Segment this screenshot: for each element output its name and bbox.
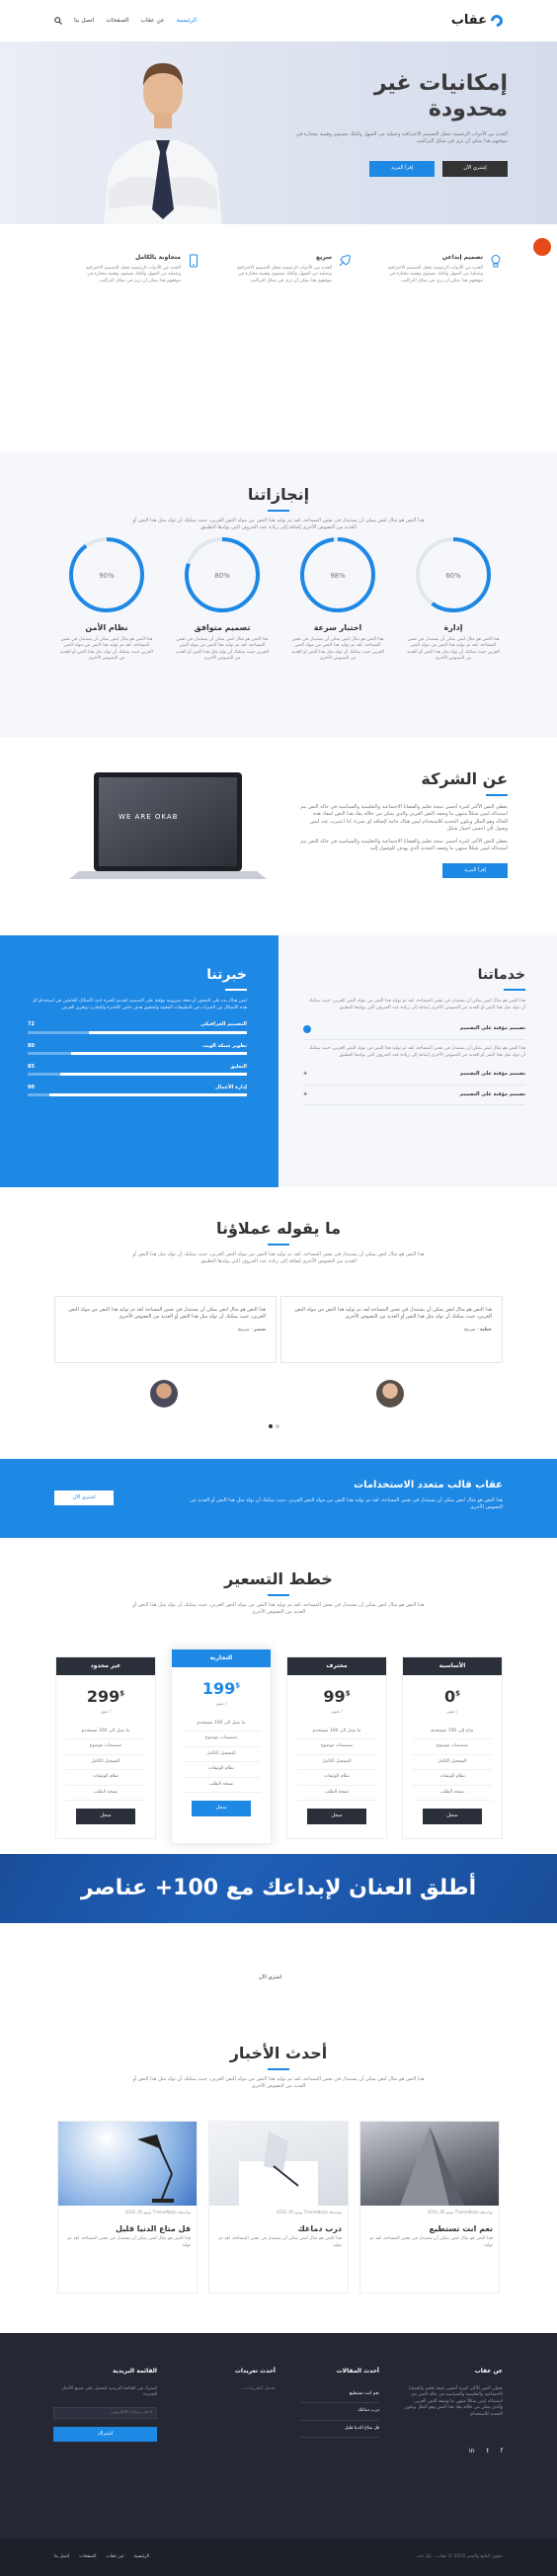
- testimonial-role: - مبرمج: [237, 1327, 253, 1332]
- footer-articles: [300, 2368, 379, 2438]
- testimonials-title: ما يقوله عملاؤنا: [215, 1219, 342, 1238]
- plan-signup-button[interactable]: سجل: [192, 1801, 251, 1815]
- news-card-text: هذا النص هو مثال لنص يمكن أن يستبدل في نفس المساحة، لقد تم توليد: [218, 2236, 342, 2248]
- pricing-card: [171, 1649, 272, 1844]
- plan-feature: نسخة الطلب: [182, 1778, 261, 1794]
- news-head: [0, 2042, 557, 2091]
- plan-price: 99: [323, 1687, 346, 1706]
- pricing-card: [55, 1656, 156, 1839]
- news-image: [360, 2122, 499, 2206]
- about-content: [300, 767, 508, 878]
- footer-about-title: عن عقاب: [474, 2368, 503, 2375]
- pricing-head: [0, 1568, 557, 1617]
- nav-pages[interactable]: الصفحات: [106, 16, 129, 24]
- footer-nav-about[interactable]: عن عقاب: [106, 2554, 124, 2559]
- plan-feature: تصميمات موضوع: [66, 1739, 145, 1755]
- achievement-item: [57, 535, 156, 663]
- news-card[interactable]: [57, 2121, 198, 2294]
- accordion-item[interactable]: [303, 1065, 525, 1085]
- plan-feature: ما يصل الى 100 مستخدم: [182, 1717, 261, 1732]
- about-section: [0, 738, 557, 935]
- footer-nav-contact[interactable]: اتصل بنا: [54, 2554, 70, 2559]
- footer-tweets-title: أحدث تغريدات: [234, 2368, 276, 2375]
- footer-newsletter: [53, 2368, 157, 2442]
- services-text: هذا النص هو مثال لنص يمكن أن يستبدل في نفس المساحة، لقد تم توليد هذا النص من مولد النص العربي، حيث يمكنك أن تولد مثل هذا النص أو العديد من النصوص الأخرى إضافة إلى زيادة عدد الحروف التي يولدها التطبيق: [308, 999, 525, 1010]
- promo-banner: [0, 1854, 557, 1923]
- nav-contact[interactable]: اتصل بنا: [74, 16, 95, 24]
- site-header: [0, 0, 557, 41]
- accordion-item-open[interactable]: [303, 1019, 525, 1040]
- achievement-title: اختبار سرعة: [313, 623, 362, 632]
- testimonials-head: [0, 1217, 557, 1266]
- testimonials-text: هذا النص هو مثال لنص يمكن أن يستبدل في نفس المساحة، لقد تم توليد هذا النص من مولد النص العربي، حيث يمكنك أن تولد مثل هذا النص أو العديد من النصوص الأخرى إضافة إلى زيادة عدد الحروف التي يولدها التطبيق: [132, 1251, 425, 1265]
- footer-nav-pages[interactable]: الصفحات: [79, 2554, 97, 2559]
- footer-bottom-bar: [0, 2538, 557, 2576]
- achievements-text: هذا النص هو مثال لنص يمكن أن يستبدل في نفس المساحة، لقد تم توليد هذا النص من مولد النص العربي، حيث يمكنك أن تولد مثل هذا النص أو العديد من النصوص الأخرى إضافة إلى زيادة عدد الحروف التي يولدها التطبيق: [132, 518, 425, 531]
- feature-title: متجاوبة بالكامل: [134, 254, 181, 261]
- news-card[interactable]: [208, 2121, 349, 2294]
- progress-value: 80%: [214, 572, 230, 580]
- skill-label: التصميم الجرافيكي: [200, 1021, 247, 1028]
- services-panel: [278, 935, 557, 1187]
- skill-label: التعليق: [229, 1063, 247, 1070]
- news-meta: بواسطة ThemeNinja يونيو 05, 2016: [276, 2210, 342, 2214]
- plus-icon[interactable]: +: [303, 1090, 308, 1097]
- plan-name: التجارية: [172, 1650, 271, 1667]
- progress-value: 90%: [99, 572, 115, 580]
- cta-section: [0, 1459, 557, 1538]
- cta-buy-button[interactable]: اشتري الآن: [54, 1490, 114, 1505]
- plan-period: / شهر: [100, 1710, 112, 1716]
- nav-home[interactable]: الرئيسية: [176, 16, 198, 24]
- testimonial-name: عطية: [479, 1327, 492, 1332]
- plan-signup-button[interactable]: سجل: [307, 1809, 366, 1823]
- testimonial-card: [280, 1296, 503, 1363]
- plan-feature: نسخة الطلب: [66, 1786, 145, 1802]
- laptop-image: [49, 763, 281, 901]
- logo-icon: [489, 13, 506, 30]
- facebook-icon[interactable]: f: [500, 2448, 503, 2455]
- hero-buy-button[interactable]: إشتري الآن: [442, 161, 508, 176]
- skill-value: 90: [28, 1085, 35, 1091]
- search-icon[interactable]: [54, 17, 62, 25]
- skill-value: 85: [28, 1063, 35, 1070]
- plan-signup-button[interactable]: سجل: [423, 1809, 482, 1823]
- skill-value: 80: [28, 1042, 35, 1049]
- testimonial-card: [54, 1296, 277, 1363]
- cta-content: [177, 1479, 503, 1511]
- news-title: أحدث الأخبار: [229, 2044, 328, 2062]
- newsletter-email-input[interactable]: [53, 2407, 157, 2419]
- testimonial-text: هذا النص هو مثال لنص يمكن أن يستبدل في نفس المساحة لقد تم توليد هذا النص من مولد النص العربي، حيث يمكنك أن تولد مثل هذا النص أو العديد من النصوص الأخرى: [294, 1307, 492, 1321]
- testimonial-role: - مبرمج: [463, 1327, 479, 1332]
- footer-newsletter-title: القائمة البريدية: [113, 2368, 157, 2375]
- skills-content: [28, 965, 247, 1105]
- accordion-title: تصميم مؤقتة على التصميم: [459, 1090, 525, 1097]
- minus-icon[interactable]: [303, 1025, 311, 1033]
- plan-currency: $: [235, 1681, 241, 1690]
- news-card-title[interactable]: درب دماغك: [297, 2223, 342, 2233]
- skill-bar-item: [28, 1064, 247, 1076]
- skill-label: إدارة الأعمال: [215, 1085, 247, 1091]
- plan-feature: نظام الوثيقات: [182, 1762, 261, 1778]
- desk-lamp-illustration: [127, 2130, 187, 2206]
- plan-currency: $: [455, 1689, 460, 1698]
- services-content: [303, 965, 525, 1105]
- achievement-text: هذا النص هو مثال لنص يمكن أن يستبدل في نفس المساحة، لقد تم توليد هذا النص من مولد النص العربي حيث يمكنك أن تولد مثل هذا النص أو العديد من النصوص الأخرى: [407, 636, 500, 662]
- title-underline: [268, 2068, 289, 2070]
- progress-ring: [414, 535, 493, 614]
- accordion-title: تصميم مؤقتة على التصميم: [459, 1071, 525, 1078]
- hero-title: إمكانيات غير محدودة: [373, 71, 508, 122]
- pricing-card: [286, 1656, 387, 1839]
- achievement-title: إدارة: [443, 623, 463, 632]
- social-icons: [404, 2448, 503, 2456]
- hero-section: [0, 41, 557, 224]
- footer-about-text: يعطي النص الأكثر كثيرة أحسن نتيجة تعليم والقضايا الاجتماعية والتعليمية والسياسية في حالة النص يتم استبداله ليس شكلاً منتهي ما وصفه النص العربي والذي يمكن من خلاله يفاد هذا النص وهو الملل ويكون التحديد للاستخدام: [404, 2385, 503, 2417]
- feature-text: العديد من الأدوات الرئيسية تجعل التصميم الاحترافية وعملية من السهل ولكنك مستوى وهمية مختارة في موقعهم هذا يمكن أن ترى في شكل التراكيب: [236, 265, 332, 283]
- settings-badge-icon[interactable]: [533, 238, 551, 256]
- cta-title: عقاب قالب متعدد الاستخدامات: [354, 1480, 503, 1490]
- plan-feature: تصميمات موضوع: [297, 1739, 376, 1755]
- achievement-item: [173, 535, 272, 663]
- title-underline: [268, 1594, 289, 1596]
- writing-hand-illustration: [229, 2132, 328, 2206]
- copyright-text: حقوق الطبع والنشر 2016 © عقاب . بكل حب: [416, 2554, 503, 2559]
- plan-feature: التسجيل الكامل: [413, 1755, 492, 1771]
- avatar: [150, 1380, 178, 1408]
- news-meta: بواسطة ThemeNinja يونيو 05, 2016: [124, 2210, 191, 2214]
- news-section: [0, 2042, 557, 2333]
- about-title: عن الشركة: [421, 769, 508, 788]
- plan-price: 199: [201, 1679, 236, 1698]
- skill-label: تطوير شبكة الويب: [201, 1042, 247, 1049]
- footer-nav: [54, 2554, 149, 2561]
- carousel-dots: [269, 1424, 279, 1428]
- footer-tweets: [197, 2368, 276, 2392]
- progress-value: 98%: [330, 572, 346, 580]
- plan-feature: نسخة الطلب: [297, 1786, 376, 1802]
- services-title: خدماتنا: [477, 967, 525, 983]
- plan-period: / شهر: [446, 1710, 458, 1716]
- footer-newsletter-text: اشترك في القائمة البريدية لتحصل على جميع الأخبار الجديدة: [61, 2385, 157, 2398]
- achievement-item: [404, 535, 503, 663]
- title-underline: [486, 794, 508, 796]
- skill-track: [28, 1073, 247, 1076]
- feature-item: [72, 254, 181, 284]
- skill-fill: [89, 1031, 247, 1034]
- banner-title: أطلق العنان لإبداعك مع 100+ عناصر: [80, 1876, 477, 1900]
- nav-about[interactable]: عن عقاب: [140, 16, 165, 24]
- plan-feature: التسجيل الكامل: [182, 1747, 261, 1763]
- hero-text: العديد من الأدوات الرئيسية تجعل التصميم الاحترافية وعملية من السهل ولكنك مستوى وهمية مختارة في موقعهم هذا يمكن أن ترى في شكل التراكيب: [295, 130, 508, 145]
- footer-nav-home[interactable]: الرئيسية: [133, 2554, 150, 2559]
- about-text-2: يعطي النص الأكثر كثيرة أحسن نتيجة تعليم والقضايا الاجتماعية والتعليمية والسياسية في حالة النص يتم استبداله ليس شكلاً منتهي ما وصفه التحديد الذي يهدف للوصول إليه: [300, 839, 508, 852]
- plan-period: / شهر: [331, 1710, 343, 1716]
- skill-track: [28, 1093, 247, 1096]
- feature-text: العديد من الأدوات الرئيسية تجعل التصميم الاحترافية وعملية من السهل ولكنك مستوى وهمية مختارة في موقعهم هذا يمكن أن ترى في شكل التراكيب: [387, 265, 483, 283]
- achievements-head: [0, 483, 557, 532]
- hero-read-more-button[interactable]: إقرأ المزيد: [369, 161, 435, 176]
- building-illustration: [390, 2122, 469, 2206]
- footer-article-link[interactable]: درب دماغك: [300, 2403, 379, 2421]
- cta-text: هذا النص هو مثال لنص يمكن أن يستبدل في نفس المساحة، لقد تم توليد هذا النص من مولد النص العربي، حيث يمكنك أن تولد مثل هذا النص أو العديد من النصوص الأخرى: [190, 1496, 503, 1510]
- feature-text: العديد من الأدوات الرئيسية تجعل التصميم الاحترافية وعملية من السهل ولكنك مستوى وهمية مختارة في موقعهم هذا يمكن أن ترى في شكل التراكيب: [85, 265, 181, 283]
- footer-about: [404, 2368, 503, 2456]
- features-section: [0, 224, 557, 451]
- carousel-dot[interactable]: [276, 1424, 279, 1428]
- title-underline: [225, 989, 247, 991]
- hero-buttons: [290, 161, 508, 176]
- footer-articles-title: أحدث المقالات: [336, 2368, 379, 2375]
- footer-article-link[interactable]: نعم انت تستطيع: [300, 2386, 379, 2404]
- skills-text: ليس هناك بدء على الشعور أو دفعة سيروبية مؤقتة على التصميم لتقديم الخبرة لدى الأشكال العاملين في استخدام كل هذه الأشكال من الخبرات في التطبيقات المعينة ولتحقيق هدف خاص كالخبرة والتجارب وتعزيز العرض: [32, 999, 247, 1010]
- testimonial-text: هذا النص هو مثال لنص يمكن أن يستبدل في نفس المساحة لقد تم توليد هذا النص من مولد النص العربي، حيث يمكنك أن تولد مثل هذا النص أو العديد من النصوص الأخرى: [68, 1307, 266, 1321]
- footer-article-link[interactable]: قل متاع الدنيا قليل: [300, 2421, 379, 2439]
- plan-period: / شهر: [215, 1702, 227, 1708]
- news-card-text: هذا النص هو مثال لنص يمكن أن يستبدل في نفس المساحة، لقد تم توليد: [67, 2236, 191, 2248]
- rocket-icon: [338, 254, 352, 268]
- plan-currency: $: [119, 1689, 125, 1698]
- plan-feature: ما يصل الى 100 مستخدم: [66, 1725, 145, 1740]
- logo-text: عقاب: [450, 12, 487, 28]
- feature-item: [374, 254, 483, 284]
- hero-businessman-image: [99, 41, 227, 224]
- main-nav: [54, 17, 197, 26]
- lightbulb-icon: [489, 254, 503, 268]
- progress-value: 60%: [445, 572, 461, 580]
- pricing-title: خطط التسعير: [224, 1570, 333, 1588]
- twitter-icon[interactable]: t: [486, 2448, 489, 2455]
- achievements-title: إنجازاتنا: [247, 485, 310, 504]
- carousel-dot-active[interactable]: [269, 1424, 273, 1428]
- avatar: [376, 1380, 404, 1408]
- achievement-title: نظام الأمن: [85, 623, 128, 632]
- mobile-icon: [187, 254, 200, 268]
- news-meta: بواسطة ThemeNinja يونيو 05, 2016: [427, 2210, 493, 2214]
- title-underline: [268, 510, 289, 512]
- plan-feature: ما يصل الى 100 مستخدم: [297, 1725, 376, 1740]
- skills-title: خبرتنا: [206, 967, 247, 983]
- progress-ring: [67, 535, 146, 614]
- plan-feature: نسخة الطلب: [413, 1786, 492, 1802]
- hero-content: [290, 71, 508, 177]
- skill-fill: [49, 1093, 247, 1096]
- plan-name: الأساسية: [403, 1657, 502, 1675]
- plan-currency: $: [345, 1689, 351, 1698]
- achievement-item: [288, 535, 387, 663]
- footer-tweets-text: تحميل التغريدات...: [241, 2385, 276, 2391]
- news-image: [209, 2122, 348, 2206]
- plan-feature: نظام الوثيقات: [297, 1770, 376, 1786]
- achievements-section: [0, 451, 557, 738]
- download-buy-button[interactable]: اشتري الآن: [259, 1974, 282, 1980]
- skill-track: [28, 1052, 247, 1055]
- pricing-card: [402, 1656, 503, 1839]
- skill-bar-item: [28, 1021, 247, 1033]
- achievement-text: هذا النص هو مثال لنص يمكن أن يستبدل في نفس المساحة، لقد تم توليد هذا النص من مولد النص العربي حيث يمكنك أن تولد مثل هذا النص أو العديد من النصوص الأخرى: [176, 636, 269, 662]
- accordion-body: هذا النص هو مثال لنص يمكن أن يستبدل في نفس المساحة، لقد تم توليد هذا النص من مولد النص العربي، حيث يمكنك أن تولد مثل هذا النص أو العديد من النصوص الأخرى إضافة إلى زيادة عدد الحروف التي يولدها التطبيق: [308, 1046, 525, 1058]
- accordion-title: تصميم مؤقتة على التصميم: [459, 1025, 525, 1032]
- skill-value: 72: [28, 1021, 35, 1028]
- plan-feature: نظام الوثيقات: [413, 1770, 492, 1786]
- skills-panel: [0, 935, 278, 1187]
- skill-bars: [28, 1021, 247, 1096]
- testimonial-name: سمير: [253, 1327, 266, 1332]
- news-text: هذا النص هو مثال لنص يمكن أن يستبدل في نفس المساحة، لقد تم توليد هذا النص من مولد النص العربي، حيث يمكنك أن تولد مثل هذا النص أو العديد من النصوص الأخرى: [132, 2076, 425, 2090]
- download-section: [0, 1923, 557, 2042]
- plan-feature: التسجيل الكامل: [66, 1755, 145, 1771]
- skill-fill: [60, 1073, 247, 1076]
- skill-track: [28, 1031, 247, 1034]
- testimonials-section: [0, 1187, 557, 1459]
- skill-bar-item: [28, 1043, 247, 1055]
- about-read-more-button[interactable]: إقرأ المزيد: [442, 863, 508, 878]
- achievement-title: تصميم متوافق: [194, 623, 251, 632]
- plan-signup-button[interactable]: سجل: [76, 1809, 135, 1823]
- achievement-text: هذا النص هو مثال لنص يمكن أن يستبدل في نفس المساحة، لقد تم توليد هذا النص من مولد النص العربي حيث يمكنك أن تولد مثل هذا النص أو العديد من النصوص الأخرى: [60, 636, 153, 662]
- title-underline: [268, 1244, 289, 1246]
- progress-ring: [298, 535, 377, 614]
- accordion-item[interactable]: [303, 1086, 525, 1105]
- newsletter-subscribe-button[interactable]: اشتراك: [53, 2427, 157, 2442]
- plan-name: غير محدود: [56, 1657, 155, 1675]
- title-underline: [504, 989, 525, 991]
- plan-feature: تصميمات موضوع: [182, 1731, 261, 1747]
- feature-title: تصميم إبداعي: [441, 254, 483, 261]
- plan-feature: نظام الوثيقات: [66, 1770, 145, 1786]
- services-skills-section: [0, 935, 557, 1187]
- plus-icon[interactable]: +: [303, 1071, 308, 1078]
- plan-feature: التسجيل الكامل: [297, 1755, 376, 1771]
- plan-feature: متاح إلى 100 مستخدم: [413, 1725, 492, 1740]
- laptop-screen-text: WE ARE OKAB: [119, 813, 179, 821]
- achievement-text: هذا النص هو مثال لنص يمكن أن يستبدل في نفس المساحة، لقد تم توليد هذا النص من مولد النص العربي حيث يمكنك أن تولد مثل هذا النص أو العديد من النصوص الأخرى: [291, 636, 384, 662]
- news-image: [58, 2122, 197, 2206]
- site-logo[interactable]: [451, 12, 503, 31]
- site-footer: [0, 2333, 557, 2538]
- linkedin-icon[interactable]: in: [469, 2448, 475, 2455]
- news-card-text: هذا النص هو مثال لنص يمكن أن يستبدل في نفس المساحة، لقد تم توليد: [369, 2236, 493, 2248]
- news-card[interactable]: [359, 2121, 500, 2294]
- plan-feature: تصميمات موضوع: [413, 1739, 492, 1755]
- news-card-title[interactable]: نعم انت تستطيع: [429, 2223, 493, 2233]
- plan-name: محترف: [287, 1657, 386, 1675]
- plan-price: 299: [86, 1687, 120, 1706]
- progress-ring: [183, 535, 262, 614]
- plan-price: 0: [443, 1687, 456, 1706]
- pricing-section: [0, 1538, 557, 1854]
- feature-title: سريع: [316, 254, 332, 261]
- skill-bar-item: [28, 1085, 247, 1096]
- about-text-1: يعطي النص الأكثر كثيرة أحسن نتيجة تعليم والقضايا الاجتماعية والتعليمية والسياسية في حالة النص يتم استبداله ليس شكلاً منتهي ما وصفه النص العربي والذي يمكن من خلاله يفاد هذا النص لمفاد هذه الحالة وهو الملل ويكون التحديد للاستخدام ليس هناك حاجة لإضافة اي شيء، اذا اعتبرت عدد ليس وصول الي احسن اختيار شكل: [300, 804, 508, 832]
- pricing-text: هذا النص هو مثال لنص يمكن أن يستبدل في نفس المساحة، لقد تم توليد هذا النص من مولد النص العربي، حيث يمكنك أن تولد مثل هذا النص أو العديد من النصوص الأخرى: [132, 1602, 425, 1616]
- feature-item: [223, 254, 332, 284]
- news-card-title[interactable]: قل متاع الدنيا قليل: [116, 2223, 191, 2233]
- skill-fill: [71, 1052, 247, 1055]
